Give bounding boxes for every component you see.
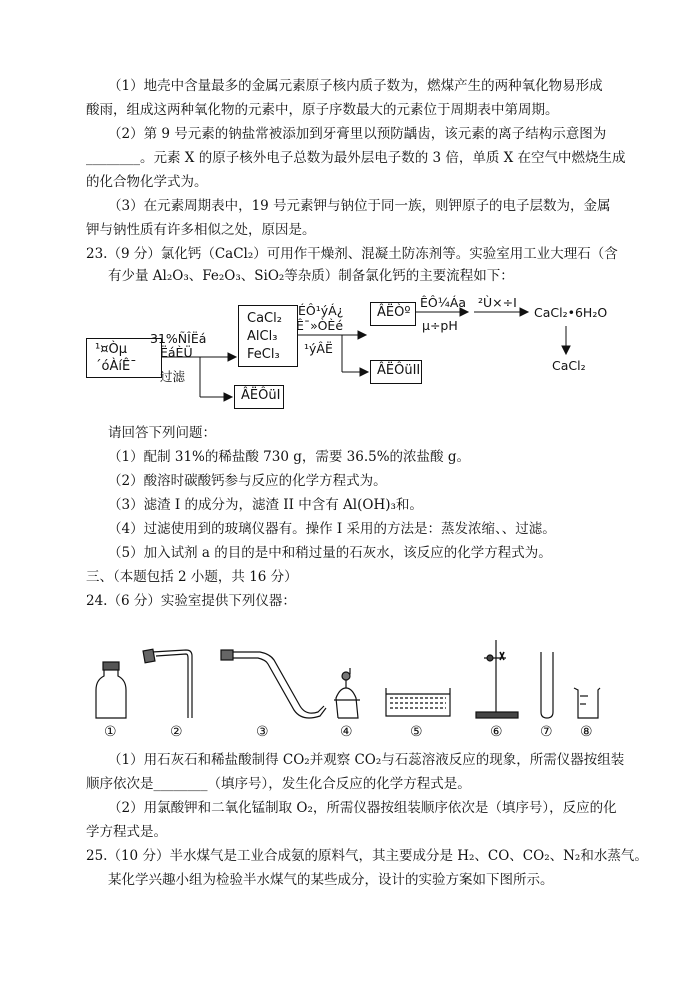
- q23-a1: （1）配制 31%的稀盐酸 730 g，需要 36.5%的浓盐酸 g。: [108, 449, 470, 465]
- iron-stand-icon: [476, 640, 518, 718]
- apparatus-label-1: ①: [104, 724, 117, 740]
- flow-filtrate1-label: ÂËÒº: [377, 305, 411, 320]
- q22-part2-line2: ________。元素 X 的原子核外电子总数为最外层电子数的 3 倍，单质 X 在空气中燃烧生成: [86, 150, 626, 166]
- q23-line1: 23.（9 分）氯化钙（CaCl₂）可用作干燥剂、混凝土防冻剂等。实验室用工业大理石（含: [86, 246, 618, 262]
- q24-b1-line1: （1）用石灰石和稀盐酸制得 CO₂并观察 CO₂与石蕊溶液反应的现象，所需仪器按组装: [108, 752, 625, 768]
- flow-acid-label-2: ËáÈÜ: [160, 345, 193, 360]
- q23-a2: （2）酸溶时碳酸钙参与反应的化学方程式为。: [108, 473, 387, 489]
- q25-line1: 25.（10 分）半水煤气是工业合成氨的原料气，其主要成分是 H₂、CO、CO₂、N₂和水蒸气。: [86, 848, 648, 864]
- apparatus-label-3: ③: [256, 724, 269, 740]
- flow-filter2-label: ¹ýÂË: [304, 341, 333, 356]
- apparatus-label-2: ②: [170, 724, 183, 740]
- q22-part2-line1: （2）第 9 号元素的钠盐常被添加到牙膏里以预防龋齿，该元素的离子结构示意图为: [108, 126, 607, 142]
- flow-reagent-label-2: Ê¯»ÒÈé: [296, 318, 344, 333]
- q22-part1-line1: （1）地壳中含量最多的金属元素原子核内质子数为，燃煤产生的两种氧化物易形成: [108, 78, 603, 94]
- q22-part3-line1: （3）在元素周期表中，19 号元素钾与钠位于同一族，则钾原子的电子层数为，金属: [108, 198, 611, 214]
- flow-start-label: ¹¤Òµ ´óÀíÊ¯: [95, 342, 137, 374]
- apparatus-label-5: ⑤: [410, 724, 423, 740]
- alcohol-lamp-icon: [334, 668, 360, 718]
- section-3-heading: 三、（本题包括 2 小题，共 16 分）: [86, 569, 298, 585]
- flow-product-label: CaCl₂•6H₂O: [534, 305, 608, 320]
- q22-part2-line3: 的化合物化学式为。: [86, 174, 208, 190]
- test-tube-icon: [541, 652, 553, 718]
- flow-alcl3: AlCl₃: [247, 329, 278, 344]
- q23-a4: （4）过滤使用到的玻璃仪器有。操作 I 采用的方法是：蒸发浓缩、、过滤。: [108, 521, 556, 537]
- stopper-tube-icon: [143, 649, 192, 718]
- q24-b2-line2: 学方程式是。: [86, 824, 167, 840]
- q24-heading: 24.（6 分）实验室提供下列仪器：: [86, 593, 296, 609]
- apparatus-label-7: ⑦: [540, 724, 553, 740]
- flow-filter-label: 过滤: [160, 369, 186, 384]
- flow-fecl3: FeCl₃: [247, 347, 280, 362]
- q23-ask: 请回答下列问题：: [108, 425, 216, 441]
- q24-b1-line2: 顺序依次是________（填序号），发生化合反应的化学方程式是。: [86, 776, 471, 792]
- flow-cacl2: CaCl₂: [247, 311, 282, 326]
- q22-part3-line2: 钾与钠性质有许多相似之处，原因是。: [86, 222, 316, 238]
- beaker-icon: [574, 688, 600, 718]
- apparatus-label-8: ⑧: [580, 724, 593, 740]
- q23-line2: 有少量 Al₂O₃、Fe₂O₃、SiO₂等杂质）制备氯化钙的主要流程如下：: [108, 268, 514, 284]
- apparatus-label-6: ⑥: [490, 724, 503, 740]
- flow-residue1-label: ÂËÔüI: [241, 388, 281, 403]
- water-trough-icon: [386, 688, 450, 716]
- flow-reagent-label-1: ÉÔ¹ýÁ¿: [298, 303, 344, 318]
- q23-a5: （5）加入试剂 a 的目的是中和稍过量的石灰水，该反应的化学方程式为。: [108, 545, 552, 561]
- apparatus-label-4: ④: [340, 724, 353, 740]
- q23-a3: （3）滤渣 I 的成分为，滤渣 II 中含有 Al(OH)₃和。: [108, 497, 423, 513]
- q22-part1-line2: 酸雨，组成这两种氧化物的元素中，原子序数最大的元素位于周期表中第周期。: [86, 102, 559, 118]
- bent-tube-icon: [221, 650, 326, 718]
- flow-acid-label-1: 31%ÑÎËá: [150, 331, 207, 346]
- q24-b2-line1: （2）用氯酸钾和二氧化锰制取 O₂，所需仪器按组装顺序依次是（填序号），反应的化: [108, 800, 617, 816]
- flow-adjust-label-1: ÊÔ¼Áa: [420, 295, 467, 310]
- flow-final-label: CaCl₂: [552, 358, 586, 373]
- flow-residue2-label: ÂËÔüII: [377, 363, 421, 378]
- wide-mouth-bottle-icon: [96, 662, 126, 718]
- flow-adjust-label-2: µ÷pH: [422, 318, 458, 333]
- flow-operation-label: ²Ù×÷I: [478, 295, 517, 310]
- q25-line2: 某化学兴趣小组为检验半水煤气的某些成分，设计的实验方案如下图所示。: [108, 872, 554, 888]
